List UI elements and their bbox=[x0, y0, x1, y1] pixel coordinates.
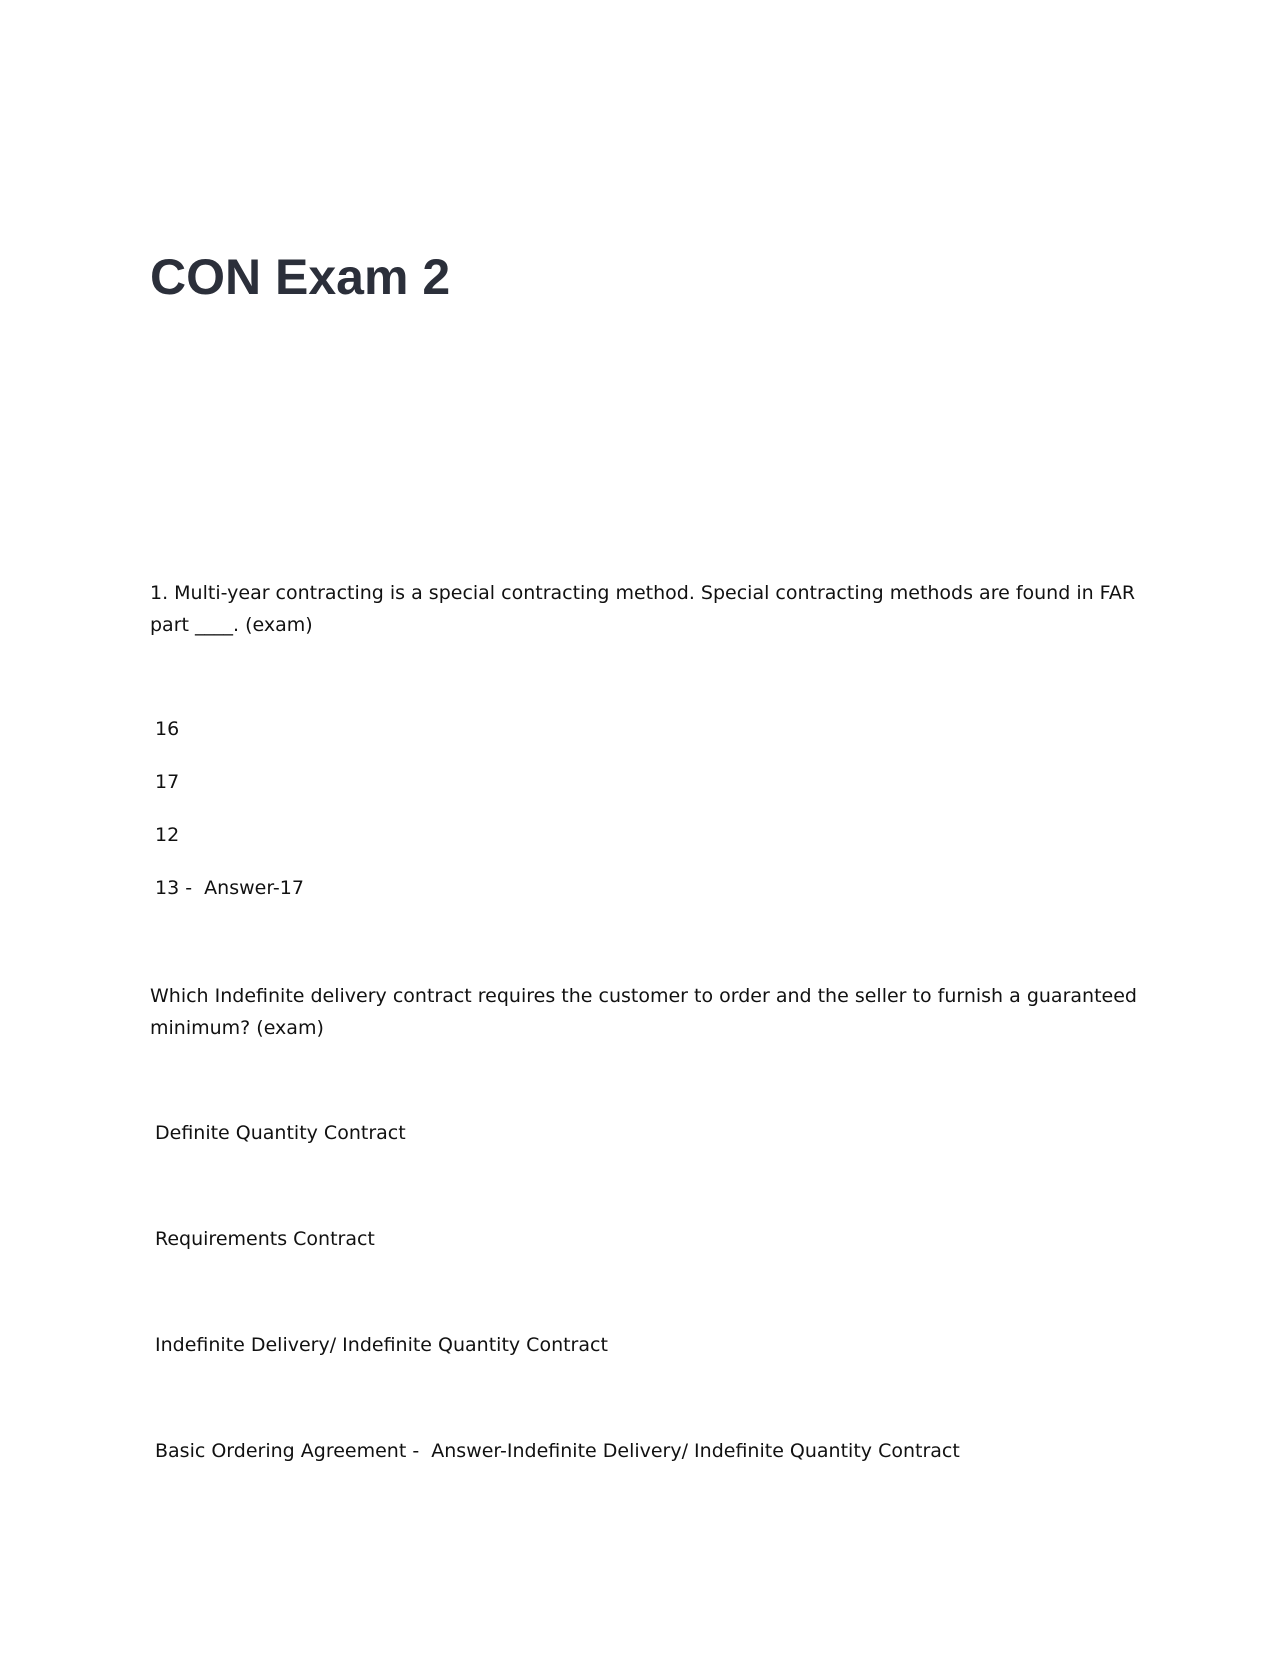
question-2-text: Which Indefinite delivery contract requires the customer to order and the seller to furnish a guaranteed minimum? (exam) bbox=[150, 985, 1137, 1039]
question-2-option-3: Indefinite Delivery/ Indefinite Quantity Contract bbox=[155, 1334, 608, 1356]
question-2-option-4-label: Basic Ordering Agreement - bbox=[155, 1440, 432, 1462]
question-1-answer: Answer-17 bbox=[204, 877, 304, 899]
question-1-option-2: 17 bbox=[155, 771, 180, 793]
question-2-option-1: Definite Quantity Contract bbox=[155, 1122, 406, 1144]
page-title: CON Exam 2 bbox=[150, 249, 451, 305]
question-2-option-2: Requirements Contract bbox=[155, 1228, 375, 1250]
question-1-option-4-label: 13 - bbox=[155, 877, 205, 899]
question-1-text: 1. Multi-year contracting is a special contracting method. Special contracting methods are found in FAR part ____. (exam) bbox=[150, 582, 1136, 636]
question-1-option-3: 12 bbox=[155, 824, 180, 846]
question-1-option-1: 16 bbox=[155, 718, 180, 740]
question-2-answer: Answer-Indefinite Delivery/ Indefinite Quantity Contract bbox=[431, 1440, 960, 1462]
question-2-option-4 bbox=[155, 1437, 960, 1465]
question-1-option-4 bbox=[155, 874, 304, 902]
